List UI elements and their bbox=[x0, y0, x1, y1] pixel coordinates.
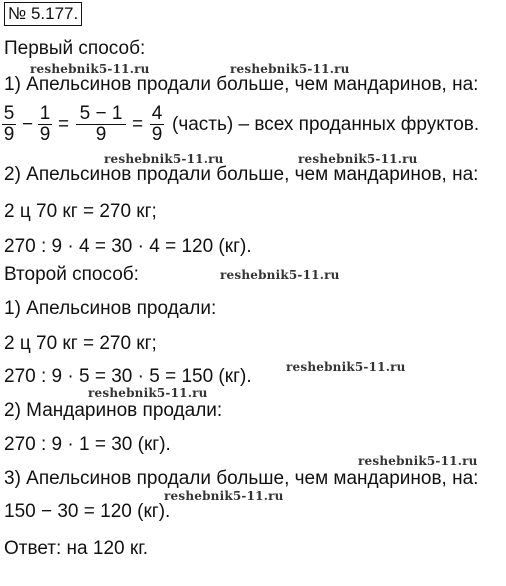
fraction-denominator: 9 bbox=[151, 124, 163, 145]
fraction-numerator: 1 bbox=[39, 103, 51, 124]
minus-sign: − bbox=[22, 114, 34, 135]
method2-heading: Второй способ: bbox=[4, 264, 139, 285]
watermark: reshebnik5-11.ru bbox=[286, 360, 406, 374]
fraction-numerator: 5 − 1 bbox=[79, 103, 123, 124]
watermark: reshebnik5-11.ru bbox=[104, 152, 224, 166]
method2-step3-line1: 150 − 30 = 120 (кг). bbox=[4, 501, 171, 522]
fraction-numerator: 4 bbox=[151, 103, 163, 124]
fraction-tail-text: (часть) – всех проданных фруктов. bbox=[172, 114, 480, 135]
method2-step1-line2: 270 : 9 · 5 = 30 · 5 = 150 (кг). bbox=[4, 366, 252, 387]
watermark: reshebnik5-11.ru bbox=[88, 386, 208, 400]
fraction-denominator: 9 bbox=[3, 124, 15, 145]
watermark: reshebnik5-11.ru bbox=[164, 489, 284, 503]
problem-number: № 5.177. bbox=[4, 2, 82, 26]
method2-step2-line1: 270 : 9 · 1 = 30 (кг). bbox=[4, 434, 171, 455]
fraction-4-9 bbox=[150, 104, 164, 145]
fraction-5-minus-1-over-9 bbox=[76, 104, 126, 145]
method2-step1-line1: 2 ц 70 кг = 270 кг; bbox=[4, 333, 157, 354]
equals-sign: = bbox=[132, 114, 144, 135]
fraction-denominator: 9 bbox=[76, 124, 126, 145]
method2-step1-text: 1) Апельсинов продали: bbox=[4, 298, 217, 319]
fraction-5-9 bbox=[2, 104, 16, 145]
equals-sign: = bbox=[58, 114, 70, 135]
watermark: reshebnik5-11.ru bbox=[298, 152, 418, 166]
fraction-denominator: 9 bbox=[39, 124, 51, 145]
answer-line: Ответ: на 120 кг. bbox=[4, 538, 149, 559]
method2-step3-text: 3) Апельсинов продали больше, чем мандаринов, на: bbox=[4, 468, 479, 489]
watermark: reshebnik5-11.ru bbox=[220, 268, 340, 282]
method1-step1-text: 1) Апельсинов продали больше, чем мандаринов, на: bbox=[4, 74, 479, 95]
fraction-numerator: 5 bbox=[3, 103, 15, 124]
watermark: reshebnik5-11.ru bbox=[230, 62, 350, 76]
watermark: reshebnik5-11.ru bbox=[30, 62, 150, 76]
watermark: reshebnik5-11.ru bbox=[358, 454, 478, 468]
method1-step2-text: 2) Апельсинов продали больше, чем мандаринов, на: bbox=[4, 164, 479, 185]
fraction-1-9 bbox=[38, 104, 52, 145]
method1-step2-line1: 2 ц 70 кг = 270 кг; bbox=[4, 201, 157, 222]
method2-step2-text: 2) Мандаринов продали: bbox=[4, 400, 223, 421]
method1-step2-line2: 270 : 9 · 4 = 30 · 4 = 120 (кг). bbox=[4, 236, 252, 257]
method1-heading: Первый способ: bbox=[4, 38, 146, 59]
